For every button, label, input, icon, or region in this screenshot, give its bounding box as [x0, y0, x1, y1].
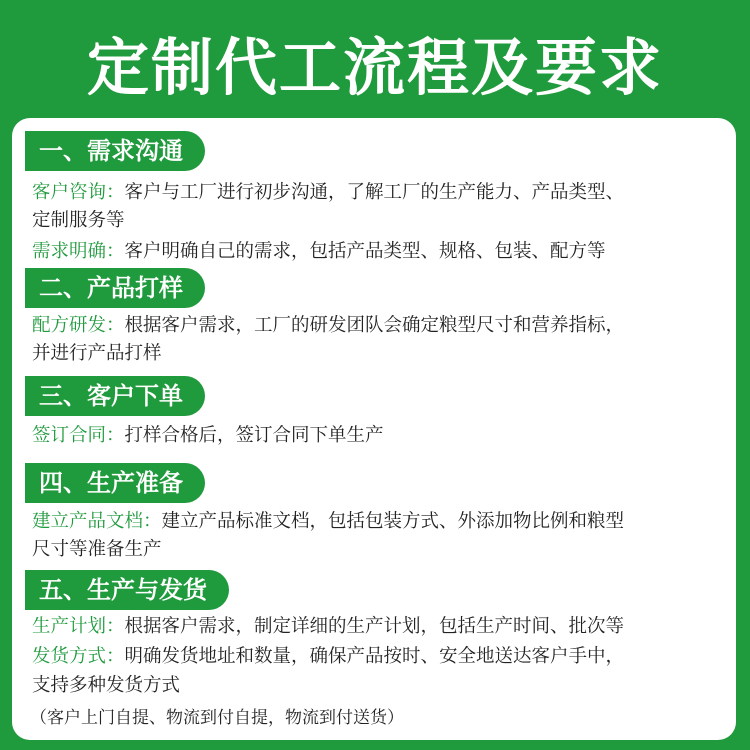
item-label: 建立产品文档：	[32, 511, 162, 532]
item-label: 生产计划：	[32, 616, 125, 637]
item-text: 建立产品标准文档，包括包装方式、外添加物比例和粮型	[161, 511, 625, 532]
list-item-requirement-clarify	[32, 238, 724, 266]
item-label: 签订合同：	[32, 425, 125, 446]
list-item-contract	[32, 422, 724, 450]
item-label: 配方研发：	[32, 315, 125, 336]
list-item-customer-inquiry-cont	[32, 207, 724, 235]
section-heading-order: 三、客户下单	[25, 376, 205, 416]
list-item-product-docs-cont	[32, 536, 724, 564]
section-heading-preparation: 四、生产准备	[25, 463, 205, 503]
item-label: 客户咨询：	[32, 182, 125, 203]
list-item-customer-inquiry	[32, 179, 724, 207]
page-title: 定制代工流程及要求	[86, 31, 663, 104]
item-text: 打样合格后，签订合同下单生产	[124, 425, 384, 446]
item-text: 客户与工厂进行初步沟通，了解工厂的生产能力、产品类型、	[124, 182, 625, 203]
list-item-formula-rd	[32, 312, 724, 340]
item-text: 尺寸等准备生产	[32, 539, 162, 560]
item-label: 需求明确：	[32, 241, 125, 262]
item-text: 根据客户需求，工厂的研发团队会确定粮型尺寸和营养指标，	[124, 315, 625, 336]
shipping-note: （客户上门自提、物流到付自提，物流到付送货）	[30, 708, 404, 728]
process-card	[12, 118, 736, 740]
section-heading-sampling: 二、产品打样	[25, 268, 205, 308]
section-heading-requirements: 一、需求沟通	[25, 131, 205, 171]
item-text: 定制服务等	[32, 210, 125, 231]
item-text: 客户明确自己的需求，包括产品类型、规格、包装、配方等	[124, 241, 606, 262]
item-text: 明确发货地址和数量，确保产品按时、安全地送达客户手中，	[124, 646, 625, 667]
item-label: 发货方式：	[32, 646, 125, 667]
item-text: 并进行产品打样	[32, 343, 162, 364]
section-heading-production-shipping: 五、生产与发货	[25, 570, 229, 610]
list-item-product-docs	[32, 508, 724, 536]
list-item-shipping	[32, 643, 724, 671]
item-text: 根据客户需求，制定详细的生产计划，包括生产时间、批次等	[124, 616, 625, 637]
list-item-production-plan	[32, 613, 724, 641]
item-text: 支持多种发货方式	[32, 675, 181, 696]
list-item-formula-rd-cont	[32, 340, 724, 368]
list-item-shipping-cont	[32, 672, 724, 700]
